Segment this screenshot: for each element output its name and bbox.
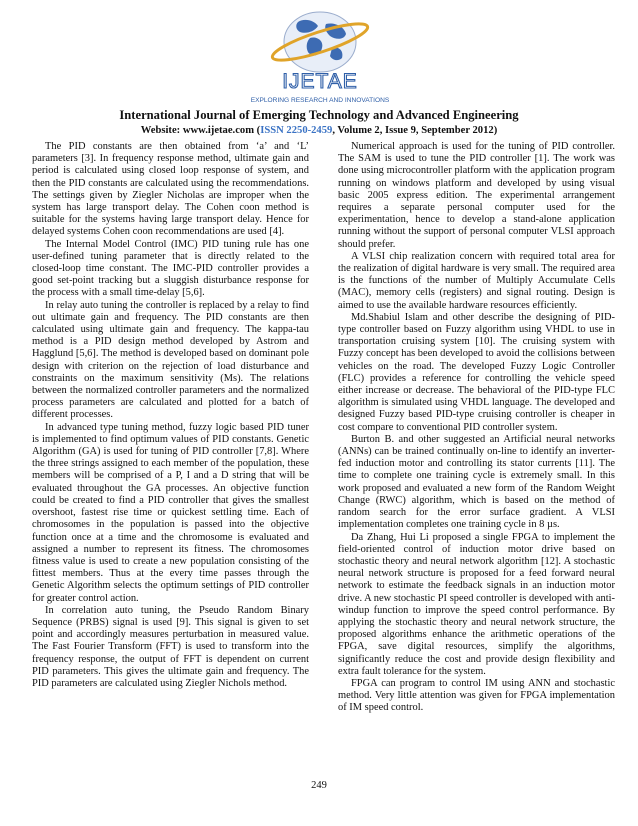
paragraph: A VLSI chip realization concern with required total area for the realization of digital hardware is very small. The required area is the functions of the number of Multiply Accumulate Cells (MAC), memory cells (registers) and signal routing. Design is aimed to use the available hardware resources efficiently. [338,250,615,311]
issn-link[interactable]: ISSN 2250-2459 [260,125,333,136]
paragraph: In relay auto tuning the controller is replaced by a relay to find out ultimate gain and frequency. The PID constants are then calculated using ultimate gain and frequency. The kappa-tau method is a PID design method developed by Astrom and Hagglund [5,6]. The method is developed based on dominant pole design with criterion on the rejection of load disturbance and constraints on the maximum sensitivity (Ms). The relations between the normalized controller parameters and the normalized process parameters are calculated and plotted for a batch of different processes. [32,299,309,421]
paragraph: Burton B. and other suggested an Artificial neural networks (ANNs) can be trained continually on-line to identify an inverter-fed induction motor and controlling its stator currents [11]. The time to complete one training cycle is extremely small. In this work proposed and evaluated a new form of the Random Weight Change (RWC) algorithm, which is based on the method of random search for the error surface gradient. A VLSI implementation completes one training cycle in 8 µs. [338,433,615,531]
website-prefix: Website: www.ijetae.com ( [140,125,261,136]
journal-title: International Journal of Emerging Technology and Advanced Engineering [119,108,519,122]
right-column [338,141,615,715]
left-column [32,141,309,690]
journal-website-line [0,124,638,137]
globe-icon [269,12,370,72]
paragraph: Da Zhang, Hui Li proposed a single FPGA to implement the field-oriented control of induction motor drive based on stochastic theory and neural network algorithm [12]. A stochastic neural network structure is proposed for a feed forward neural network to estimate the feedback signals in an induction motor drive. A new stochastic PI speed controller is developed with anti-windup function to improve the speed control performance. By applying the stochastic theory and neural network structure, the proposed algorithms enhance the arithmetic operations of the FPGA, save digital resources, simplify the algorithms, significantly reduce the cost and provide design flexibility and extra fault tolerance for the system. [338,531,615,677]
paragraph: The Internal Model Control (IMC) PID tuning rule has one user-defined tuning parameter that is directly related to the closed-loop time constant. The IMC-PID controller provides a good set-point tracking but a sluggish disturbance response for the process with a small time-delay [5,6]. [32,238,309,299]
paragraph: The PID constants are then obtained from ‘a’ and ‘L’ parameters [3]. In frequency response method, ultimate gain and period is calculated using closed loop response of system, and then the PID constants are calculated using the recommendations. The settings given by Ziegler Nicholas are improper when the system has large transport delay. The Cohen coon method is suitable for the systems having large transport delay. Hence for delayed systems Cohen coon recommendations are used [4]. [32,141,309,238]
paragraph: In correlation auto tuning, the Pseudo Random Binary Sequence (PRBS) signal is used [9]. This signal is given to set point and accordingly measures perturbation in measured value. The Fast Fourier Transform (FFT) is used to transform into the frequency response, the output of FFT is dependent on current PID parameters. This gives the ultimate gain and frequency. The PID parameters are calculated using Ziegler Nichols method. [32,604,309,689]
paragraph: Md.Shabiul Islam and other describe the designing of PID-type controller based on Fuzzy algorithm using VHDL to use in transportation cruising system [10]. The cruising system with Fuzzy concept has been developed to avoid the collisions between vehicles on the road. The developed Fuzzy Logic Controller (FLC) provides a reference for controlling the vehicle speed either increase or decrease. The behavioral of the PID-type FLC algorithm is simulated using VHDL language. The developed and designed Fuzzy based PID-type cruising controller is cheaper in cost compare to conventional PID controller system. [338,311,615,433]
paragraph: In advanced type tuning method, fuzzy logic based PID tuner is implemented to find optimum values of PID constants. Genetic Algorithm (GA) is used for tuning of PID controller [7,8]. Where the three strings assigned to each member of the population, these members will be comprised of a P, I and a D string that will be evaluated throughout the GA processes. An objective function could be created to find a PID controller that gives the smallest overshoot, fastest rise time or quickest settling time. Each of chromosomes in the population is passed into the objective function once at a time and the chromosome is evaluated and assigned a number to represent its fitness. The chromosomes fitness value is used to create a new population consisting of the fittest members. Thus at the every time passes through the Genetic Algorithm selects the optimum settings of PID controller for greater control action. [32,421,309,604]
paragraph: FPGA can program to control IM using ANN and stochastic method. Very little attention was given for FPGA implementation of IM speed control. [338,677,615,714]
logo-tagline: EXPLORING RESEARCH AND INNOVATIONS [250,97,390,104]
volume-issue: , Volume 2, Issue 9, September 2012) [332,125,498,136]
page-number: 249 [311,780,327,791]
journal-logo [240,4,400,108]
paragraph: Numerical approach is used for the tuning of PID controller. The SAM is used to tune the PID controller [1]. The work was done using microcontroller platform with the application program running on windows platform and developed by using visual basic 2005 express edition. The experimental arrangement requires a separate personal computer used for the experimentation, hence to develop a stand-alone application running without the support of personal computer VLSI approach should prefer. [338,141,615,250]
logo-wordmark: IJETAE [282,70,358,93]
